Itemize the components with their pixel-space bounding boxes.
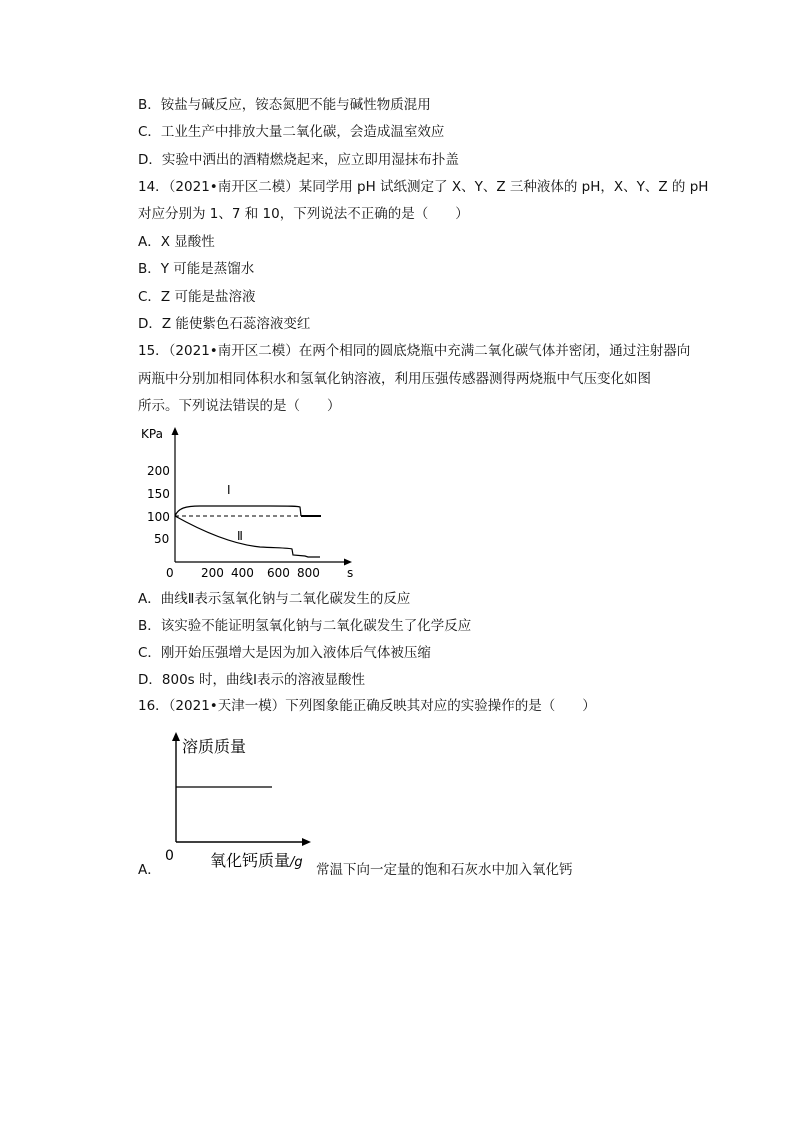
q15-x-arrow (344, 559, 352, 566)
q15-option-b: B．该实验不能证明氢氧化钠与二氧化碳发生了化学反应 (138, 618, 472, 634)
q14-stem-line1: 14．（2021•南开区二模）某同学用 pH 试纸测定了 X、Y、Z 三种液体的 pH，X、Y、Z 的 pH (138, 179, 709, 195)
q16-stem: 16．（2021•天津一模）下列图象能正确反映其对应的实验操作的是（ ） (138, 698, 596, 714)
q14-option-a: A．X 显酸性 (138, 234, 215, 250)
q15-x-tick-400: 400 (231, 566, 254, 580)
q13-option-d: D．实验中洒出的酒精燃烧起来，应立即用湿抹布扑盖 (138, 152, 459, 168)
q15-stem-line3: 所示。下列说法错误的是（ ） (138, 398, 341, 414)
q15-curve-1 (175, 506, 301, 516)
q15-y-tick-200: 200 (147, 464, 170, 478)
q15-option-d: D．800s 时，曲线Ⅰ表示的溶液显酸性 (138, 672, 365, 688)
q15-curve-label-2: Ⅱ (237, 529, 243, 543)
q15-curve-label-1: Ⅰ (227, 483, 231, 497)
q15-y-tick-50: 50 (154, 532, 170, 546)
q15-stem-line2: 两瓶中分别加相同体积水和氢氧化钠溶液，利用压强传感器测得两烧瓶中气压变化如图 (138, 371, 651, 387)
q15-pressure-chart (130, 420, 370, 585)
q16-origin: 0 (165, 848, 174, 864)
q13-option-c: C．工业生产中排放大量二氧化碳，会造成温室效应 (138, 124, 445, 140)
q16-option-a-chart (160, 728, 320, 878)
q15-y-tick-100: 100 (147, 510, 170, 524)
q16-x-unit: /g (290, 855, 303, 870)
q14-option-b: B．Y 可能是蒸馏水 (138, 261, 255, 277)
q15-y-arrow (172, 427, 179, 435)
q15-curve-2 (175, 516, 320, 557)
q14-option-c: C．Z 可能是盐溶液 (138, 289, 256, 305)
q16-x-arrow (302, 838, 311, 846)
q15-y-unit: KPa (141, 427, 163, 441)
q15-y-tick-150: 150 (147, 487, 170, 501)
q16-option-a-text: 常温下向一定量的饱和石灰水中加入氧化钙 (316, 862, 573, 878)
q15-option-a: A．曲线Ⅱ表示氢氧化钠与二氧化碳发生的反应 (138, 591, 411, 607)
q15-x-tick-600: 600 (267, 566, 290, 580)
q14-option-d: D．Z 能使紫色石蕊溶液变红 (138, 316, 311, 332)
q16-option-a-prefix: A． (138, 862, 161, 878)
q13-option-b: B．铵盐与碱反应，铵态氮肥不能与碱性物质混用 (138, 97, 431, 113)
q15-x-tick-800: 800 (297, 566, 320, 580)
q15-x-tick-200: 200 (201, 566, 224, 580)
q15-x-tick-0: 0 (166, 566, 174, 580)
q16-x-label: 氧化钙质量 (210, 851, 291, 870)
q15-stem-line1: 15．（2021•南开区二模）在两个相同的圆底烧瓶中充满二氧化碳气体并密闭，通过注射器向 (138, 343, 691, 359)
q14-stem-line2: 对应分别为 1、7 和 10，下列说法不正确的是（ ） (138, 206, 469, 222)
q16-y-arrow (172, 732, 180, 741)
q15-option-c: C．刚开始压强增大是因为加入液体后气体被压缩 (138, 645, 431, 661)
q16-y-label: 溶质质量 (182, 737, 247, 756)
q15-x-unit: s (347, 566, 354, 580)
